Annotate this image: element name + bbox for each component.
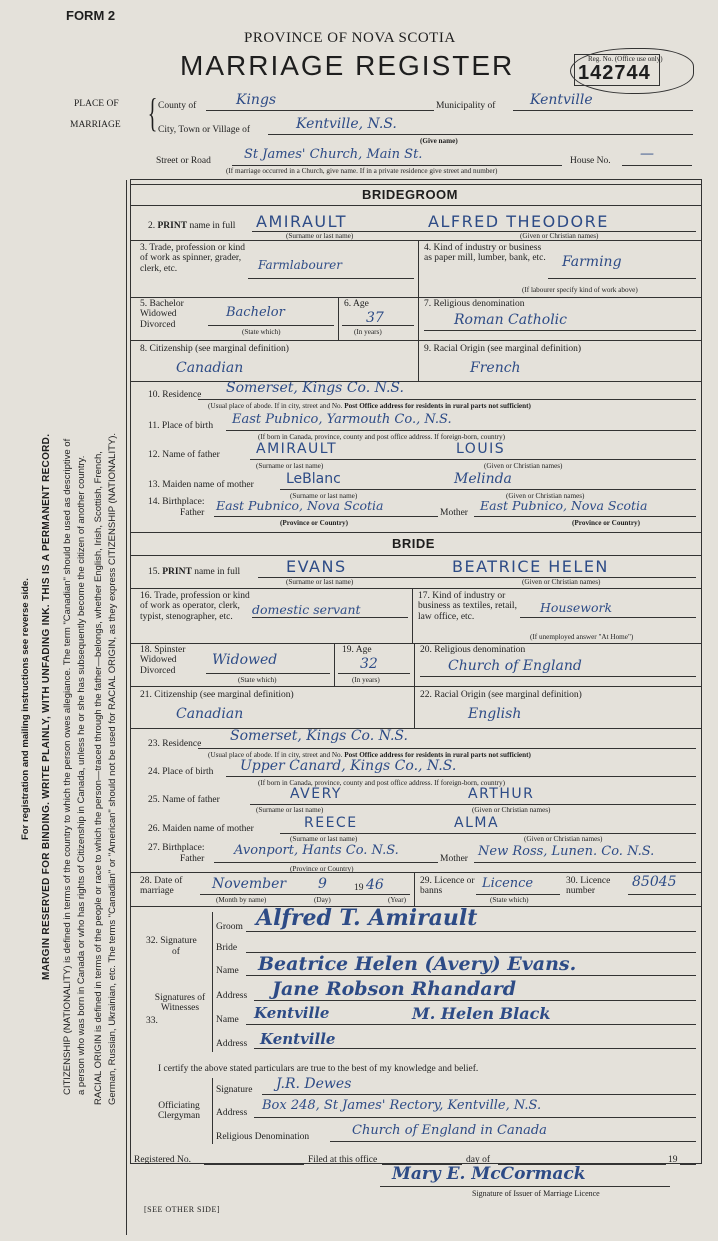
margin-instructions: For registration and mailing instructions see reverse side.	[20, 578, 31, 840]
filed-label: Filed at this office	[308, 1155, 378, 1165]
marriage-month: November	[212, 876, 287, 892]
bride-signature: Beatrice Helen (Avery) Evans.	[258, 953, 577, 975]
groom-signature: Alfred T. Amirault	[256, 905, 478, 931]
groom-mother-surname: LeBlanc	[286, 471, 341, 487]
bride-parents-birth-label: 27. Birthplace:	[148, 843, 205, 853]
margin-binding-notice: MARGIN RESERVED FOR BINDING. WRITE PLAINLY, WITH UNFADING INK. THIS IS A PERMANENT RECORD.	[41, 433, 52, 980]
groom-residence-label: 10. Residence	[148, 390, 202, 400]
groom-sig-label: Groom	[216, 922, 243, 932]
groom-industry: Farming	[562, 254, 622, 270]
street-note: (If marriage occurred in a Church, give name. If in a private residence give street and number)	[226, 167, 498, 175]
bride-age-label: 19. Age	[342, 645, 372, 655]
groom-mother-birth-label: Mother	[440, 508, 468, 518]
w1-address-label: Address	[216, 991, 248, 1001]
clergy-addr-label: Address	[216, 1108, 248, 1118]
city-label: City, Town or Village of	[158, 125, 250, 135]
groom-mother-prov-cap: (Province or Country)	[572, 519, 641, 527]
bride-father-prov-cap: (Province or Country)	[290, 865, 354, 873]
groom-state-which: (State which)	[242, 328, 281, 336]
groom-citizenship: Canadian	[176, 360, 244, 376]
bride-birthplace: Upper Canard, Kings Co., N.S.	[240, 758, 457, 774]
groom-birthplace: East Pubnico, Yarmouth Co., N.S.	[232, 412, 452, 427]
house-value: —	[640, 146, 654, 162]
bride-residence-note: (Usual place of abode. If in city, street and No. Post Office address for residents in rural parts not sufficient)	[208, 751, 531, 759]
filing-year-prefix: 19	[668, 1155, 678, 1165]
certify-statement: I certify the above stated particulars are true to the best of my knowledge and belief.	[158, 1064, 479, 1074]
groom-father-label: 12. Name of father	[148, 450, 220, 460]
bride-mother-given-cap: (Given or Christian names)	[524, 835, 603, 843]
bride-religion: Church of England	[448, 658, 582, 674]
place-brace: {	[147, 90, 158, 135]
bride-father-surname-cap: (Surname or last name)	[256, 806, 324, 814]
bride-father-birth-label: Father	[180, 854, 205, 864]
place-label-2: MARRIAGE	[70, 120, 121, 130]
bride-mother-birth: New Ross, Lunen. Co. N.S.	[478, 844, 655, 859]
groom-religion-label: 7. Religious denomination	[424, 299, 525, 309]
groom-mother-birth: East Pubnico, Nova Scotia	[480, 498, 648, 513]
bride-residence-label: 23. Residence	[148, 739, 202, 749]
groom-father-birth-label: Father	[180, 508, 205, 518]
groom-father-surname-cap: (Surname or last name)	[256, 462, 324, 470]
marriage-day: 9	[318, 876, 327, 892]
witness-number: 33.	[146, 1016, 158, 1026]
groom-mother-given-cap: (Given or Christian names)	[506, 492, 585, 500]
groom-father-given-cap: (Given or Christian names)	[484, 462, 563, 470]
bride-father-label: 25. Name of father	[148, 795, 220, 805]
bride-origin-label: 22. Racial Origin (see marginal definition)	[420, 690, 582, 700]
bride-residence: Somerset, Kings Co. N.S.	[230, 728, 408, 744]
groom-industry-label: 4. Kind of industry or business as paper mill, lumber, bank, etc.	[424, 243, 546, 264]
groom-mother-label: 13. Maiden name of mother	[148, 480, 254, 490]
groom-birthplace-label: 11. Place of birth	[148, 421, 214, 431]
province-heading: PROVINCE OF NOVA SCOTIA	[244, 30, 456, 46]
bride-birthplace-label: 24. Place of birth	[148, 767, 214, 777]
registered-label: Registered No.	[134, 1155, 191, 1165]
bride-father-given-cap: (Given or Christian names)	[472, 806, 551, 814]
bride-industry: Housework	[540, 600, 613, 615]
clergy-denomination: Church of England in Canada	[352, 1123, 547, 1138]
groom-residence-note: (Usual place of abode. If in city, street and No. Post Office address for residents in rural parts not sufficient)	[208, 402, 531, 410]
groom-trade: Farmlabourer	[258, 258, 342, 272]
bride-industry-label: 17. Kind of industry or business as textiles, retail, law office, etc.	[418, 591, 517, 622]
groom-status-label: 5. Bachelor Widowed Divorced	[140, 299, 184, 330]
margin-racial-def-1: RACIAL ORIGIN is defined in terms of the people or race to which the person—traced through the father—belongs, whether English, Irish, Scottish, French,	[93, 451, 104, 1105]
marriage-date-label: 28. Date of marriage	[140, 876, 183, 897]
issuer-signature: Mary E. McCormack	[392, 1164, 586, 1184]
licence-number: 85045	[632, 874, 677, 890]
clergy-sig-label: Signature	[216, 1085, 253, 1095]
marriage-year-prefix: 19	[354, 883, 364, 893]
bride-sig-label: Bride	[216, 943, 238, 953]
groom-age-label: 6. Age	[344, 299, 369, 309]
clergy-address: Box 248, St James' Rectory, Kentville, N.S.	[262, 1098, 542, 1113]
bride-citizenship-label: 21. Citizenship (see marginal definition)	[140, 690, 294, 700]
w2-name-label: Name	[216, 1015, 239, 1025]
bride-mother-label: 26. Maiden name of mother	[148, 824, 254, 834]
bride-mother-surname-cap: (Surname or last name)	[290, 835, 358, 843]
see-other-side: [SEE OTHER SIDE]	[144, 1205, 220, 1214]
witness2-address: Kentville	[260, 1030, 336, 1048]
margin-racial-def-2: German, Russian, Ukrainian, etc. The terms "Canadian" or "American" should not be used for RACIAL ORIGIN, as they express CITIZENSHIP (NATIONALITY).	[107, 432, 118, 1105]
witness1-address: Kentville	[254, 1004, 330, 1022]
bride-religion-label: 20. Religious denomination	[420, 645, 526, 655]
day-of-label: day of	[466, 1155, 491, 1165]
bride-trade-label: 16. Trade, profession or kind of work as operator, clerk, typist, stenographer, etc.	[140, 591, 250, 622]
municipality-value: Kentville	[530, 92, 593, 108]
document-title: MARRIAGE REGISTER	[180, 50, 515, 81]
county-value: Kings	[236, 92, 277, 108]
sig-of-label: 32. Signature	[146, 936, 197, 946]
day-caption: (Day)	[314, 896, 331, 904]
bride-name-label: 15. PRINT name in full	[148, 567, 241, 577]
bride-in-years: (In years)	[352, 676, 380, 684]
bride-father-birth: Avonport, Hants Co. N.S.	[234, 843, 399, 858]
reg-no: 142744	[578, 62, 651, 84]
licence-label: 29. Licence or banns	[420, 876, 475, 897]
bride-status-label: 18. Spinster Widowed Divorced	[140, 645, 186, 676]
bride-trade: domestic servant	[252, 602, 361, 617]
groom-origin-label: 9. Racial Origin (see marginal definition)	[424, 344, 582, 354]
groom-father-surname: AMIRAULT	[256, 441, 338, 457]
give-name-caption: (Give name)	[420, 137, 458, 145]
street-label: Street or Road	[156, 156, 211, 166]
bride-father-surname: AVERY	[290, 786, 342, 802]
bride-status: Widowed	[212, 652, 278, 668]
groom-father-prov-cap: (Province or Country)	[280, 519, 349, 527]
groom-father-given: LOUIS	[456, 441, 506, 457]
bride-given: BEATRICE HELEN	[452, 557, 609, 576]
groom-trade-label: 3. Trade, profession or kind of work as spinner, grader, clerk, etc.	[140, 243, 246, 274]
groom-mother-given: Melinda	[454, 471, 512, 487]
groom-father-birth: East Pubnico, Nova Scotia	[216, 498, 384, 513]
groom-status: Bachelor	[226, 305, 285, 320]
clergy-label: Officiating Clergyman	[157, 1101, 201, 1122]
groom-residence: Somerset, Kings Co. N.S.	[226, 380, 404, 396]
groom-given: ALFRED THEODORE	[428, 212, 609, 231]
groom-heading: BRIDEGROOM	[362, 187, 458, 202]
groom-age: 37	[366, 310, 384, 326]
county-label: County of	[158, 101, 197, 111]
form-number: FORM 2	[66, 8, 116, 23]
licence-state-which: (State which)	[490, 896, 529, 904]
place-label-1: PLACE OF	[74, 99, 119, 109]
bride-birth-note: (If born in Canada, province, county and post office address. If foreign-born, country)	[258, 779, 505, 787]
groom-parents-birth-label: 14. Birthplace:	[148, 497, 205, 507]
groom-mother-surname-cap: (Surname or last name)	[290, 492, 358, 500]
licence-value: Licence	[482, 876, 534, 891]
licence-number-label: 30. Licence number	[566, 876, 611, 897]
groom-religion: Roman Catholic	[454, 312, 567, 328]
bride-origin: English	[468, 706, 522, 722]
margin-citizenship-def-1: CITIZENSHIP (NATIONALITY) is defined in terms of the country to which the person owes allegiance. The term "Canadian" should be used as descriptive of	[62, 438, 73, 1095]
bride-mother-given: ALMA	[454, 815, 500, 831]
given-caption: (Given or Christian names)	[520, 232, 599, 240]
municipality-label: Municipality of	[436, 101, 496, 111]
groom-industry-note: (If labourer specify kind of work above)	[522, 286, 638, 294]
house-label: House No.	[570, 156, 611, 166]
marriage-year: 46	[366, 877, 384, 893]
city-value: Kentville, N.S.	[296, 116, 397, 132]
surname-caption: (Surname or last name)	[286, 232, 354, 240]
groom-surname: AMIRAULT	[256, 212, 348, 231]
clergy-denom-label: Religious Denomination	[216, 1132, 310, 1142]
reg-no-label: Reg. No. (Office use only)	[588, 55, 663, 63]
bride-mother-birth-label: Mother	[440, 854, 468, 864]
bride-heading: BRIDE	[392, 536, 435, 551]
groom-origin: French	[470, 360, 521, 376]
groom-citizenship-label: 8. Citizenship (see marginal definition)	[140, 344, 289, 354]
bride-surname: EVANS	[286, 557, 347, 576]
street-value: St James' Church, Main St.	[244, 147, 423, 162]
w1-name-label: Name	[216, 966, 239, 976]
groom-name-label: 2. PRINT name in full	[148, 221, 236, 231]
bride-citizenship: Canadian	[176, 706, 244, 722]
groom-birth-note: (If born in Canada, province, county and post office address. If foreign-born, country)	[258, 433, 505, 441]
bride-father-given: ARTHUR	[468, 786, 535, 802]
margin-citizenship-def-2: a person who was born in Canada or who has rights of Citizenship in Canada, unless he or she has subsequently become the citizen of another country.	[76, 455, 87, 1095]
witness1-name: Jane Robson Rhandard	[272, 978, 516, 1000]
bride-mother-surname: REECE	[304, 815, 358, 831]
year-caption: (Year)	[388, 896, 407, 904]
clergy-signature: J.R. Dewes	[276, 1076, 352, 1092]
month-caption: (Month by name)	[216, 896, 267, 904]
witness-label: Signatures of Witnesses	[154, 993, 206, 1014]
w2-address-label: Address	[216, 1039, 248, 1049]
groom-in-years: (In years)	[354, 328, 382, 336]
issuer-caption: Signature of Issuer of Marriage Licence	[472, 1189, 600, 1198]
bride-state-which: (State which)	[238, 676, 277, 684]
bride-given-cap: (Given or Christian names)	[522, 578, 601, 586]
bride-age: 32	[360, 656, 378, 672]
bride-surname-cap: (Surname or last name)	[286, 578, 354, 586]
witness2-name: M. Helen Black	[412, 1004, 551, 1023]
bride-industry-note: (If unemployed answer "At Home")	[530, 633, 634, 641]
